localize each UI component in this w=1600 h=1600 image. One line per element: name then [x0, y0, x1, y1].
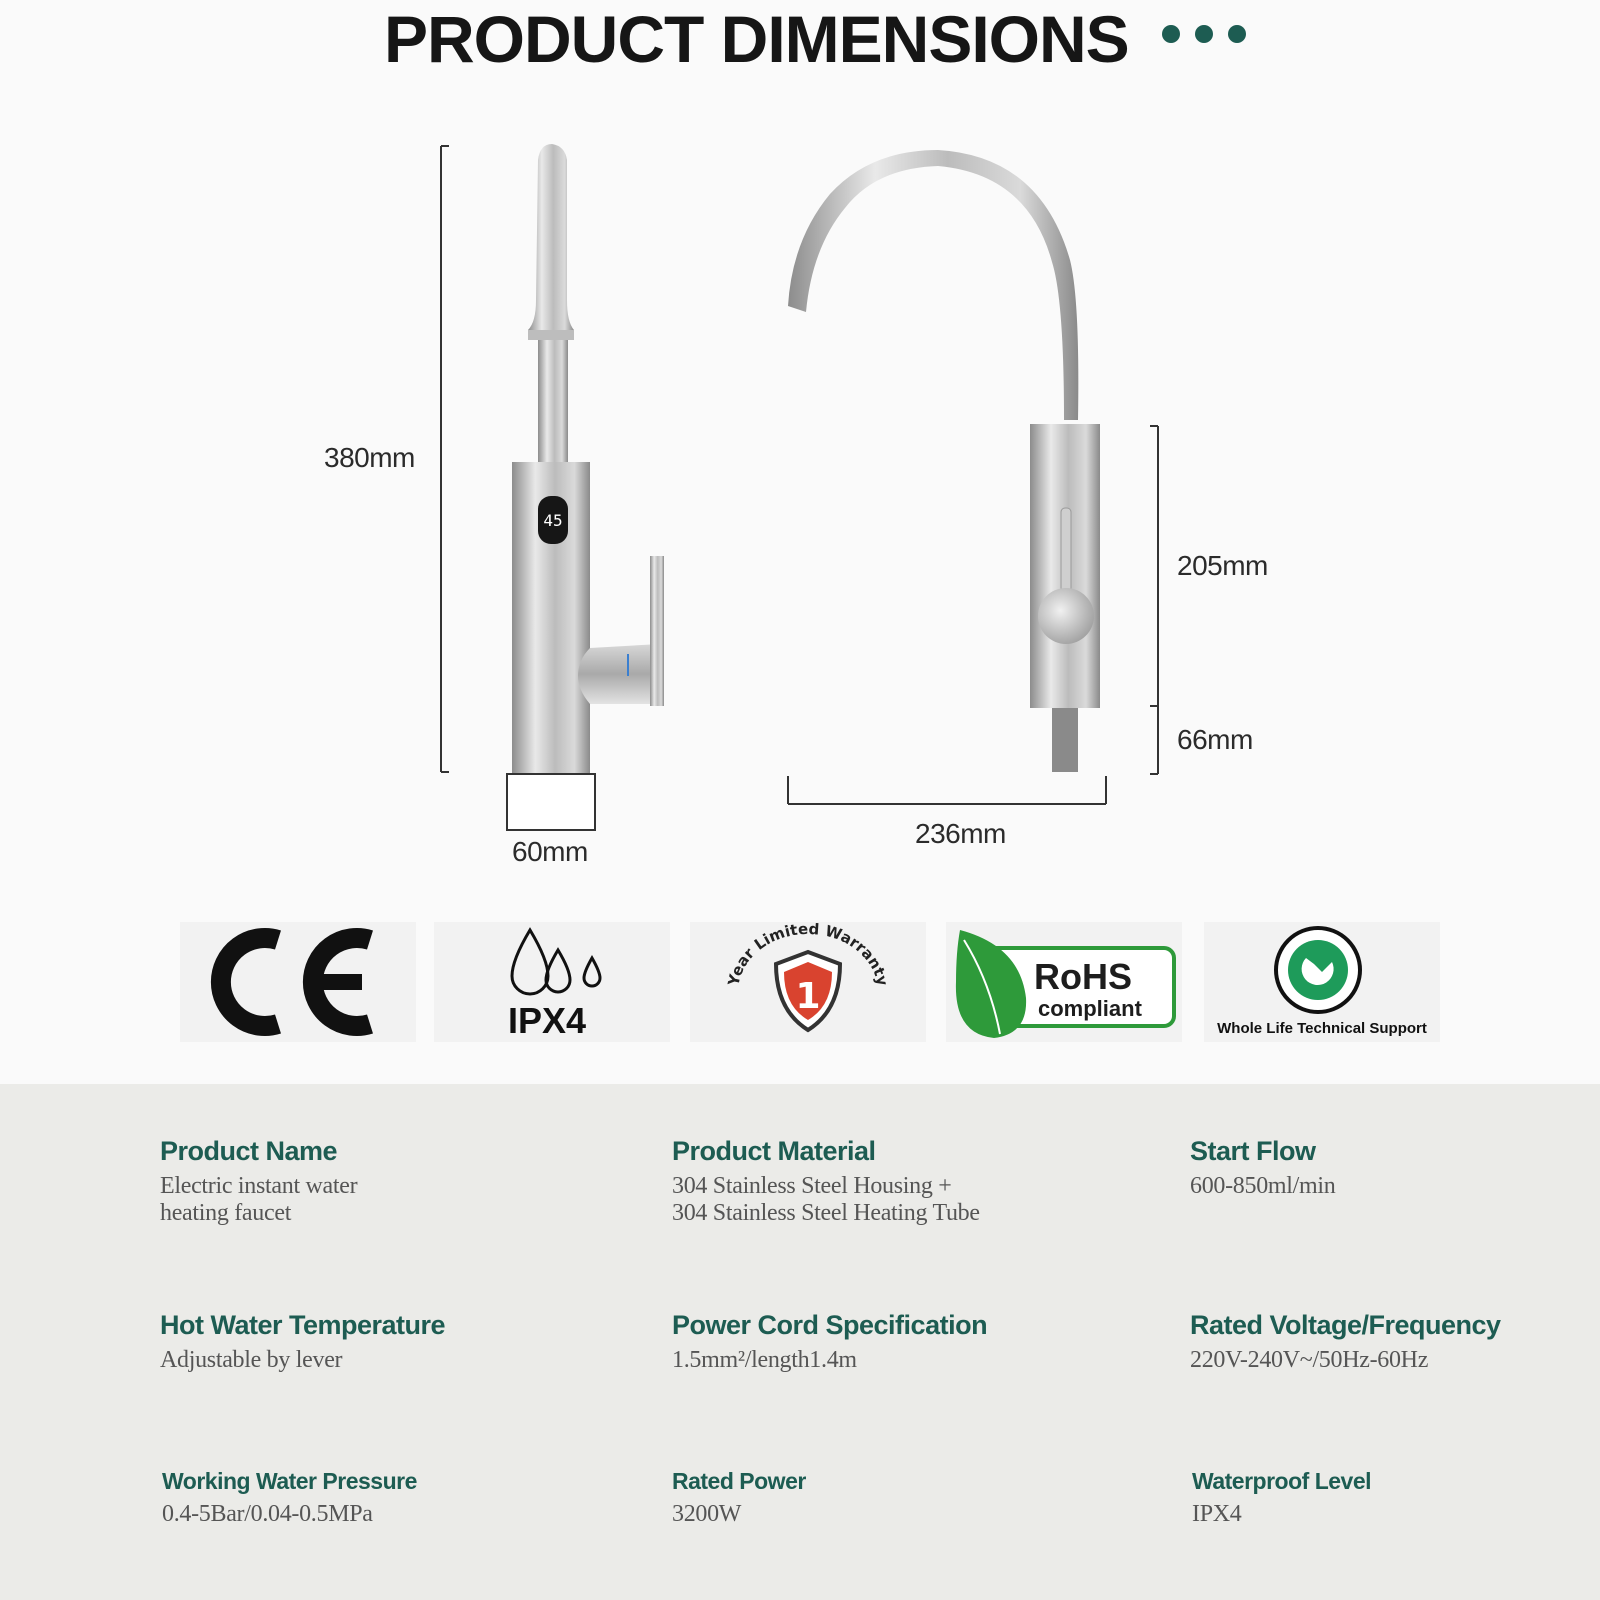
spec-value: 220V-240V~/50Hz-60Hz: [1190, 1347, 1429, 1373]
support-badge: [1204, 922, 1440, 1042]
spec-label: Hot Water Temperature: [160, 1310, 446, 1340]
spec-value: 600-850ml/min: [1190, 1173, 1336, 1199]
ce-badge: [180, 922, 416, 1042]
ce-mark-icon: [180, 922, 416, 1042]
svg-text:Year Limited Warranty: Year Limited Warranty: [724, 922, 892, 988]
height-total-label: 380mm: [324, 442, 415, 473]
spec-value: 0.4-5Bar/0.04-0.5MPa: [162, 1501, 373, 1527]
spec-value: 3200W: [672, 1501, 742, 1527]
spec-power-cord: [672, 1310, 987, 1374]
spec-label: Start Flow: [1190, 1136, 1316, 1166]
page-title: PRODUCT DIMENSIONS: [384, 2, 1129, 76]
ipx4-label: IPX4: [508, 1000, 587, 1041]
spec-product-material: [672, 1136, 980, 1227]
ipx4-badge: [434, 922, 670, 1042]
spec-value: Adjustable by lever: [160, 1347, 343, 1373]
spec-value: IPX4: [1192, 1501, 1242, 1527]
spec-hot-water-temperature: [160, 1310, 445, 1374]
faucet-side-view: [441, 144, 664, 830]
svg-text:1: 1: [795, 976, 821, 1017]
inlet-length-label: 66mm: [1177, 724, 1253, 755]
rohs-subtitle: compliant: [1038, 996, 1142, 1021]
specifications-panel: [0, 1084, 1600, 1600]
spec-product-name: [160, 1136, 357, 1227]
spec-value: 1.5mm²/length1.4m: [672, 1347, 857, 1373]
body-height-label: 205mm: [1177, 550, 1268, 581]
water-drops-icon: [434, 922, 670, 1002]
spec-label: Rated Power: [672, 1468, 806, 1494]
spec-label: Rated Voltage/Frequency: [1190, 1310, 1501, 1340]
spec-label: Working Water Pressure: [162, 1468, 417, 1494]
warranty-badge: [690, 922, 926, 1042]
rohs-title: RoHS: [1034, 956, 1132, 997]
spec-start-flow: [1190, 1136, 1335, 1200]
svg-text:45: 45: [543, 511, 563, 530]
spec-value: 304 Stainless Steel Housing + 304 Stainless Steel Heating Tube: [672, 1173, 980, 1226]
reach-label: 236mm: [915, 818, 1006, 849]
spec-rated-voltage: [1190, 1310, 1501, 1374]
spec-label: Power Cord Specification: [672, 1310, 988, 1340]
spec-rated-power: [672, 1468, 806, 1528]
support-label: Whole Life Technical Support: [1217, 1020, 1427, 1037]
spec-waterproof-level: [1192, 1468, 1371, 1528]
faucet-front-view: [788, 150, 1158, 804]
spec-label: Product Name: [160, 1136, 338, 1166]
base-width-label: 60mm: [512, 836, 588, 867]
warranty-shield-icon: [690, 922, 926, 1042]
spec-value: Electric instant water heating faucet: [160, 1173, 358, 1226]
spec-label: Waterproof Level: [1192, 1468, 1372, 1494]
rohs-badge: [946, 922, 1182, 1042]
wrench-circle-icon: [1204, 922, 1440, 1018]
spec-working-pressure: [162, 1468, 417, 1528]
spec-label: Product Material: [672, 1136, 876, 1166]
